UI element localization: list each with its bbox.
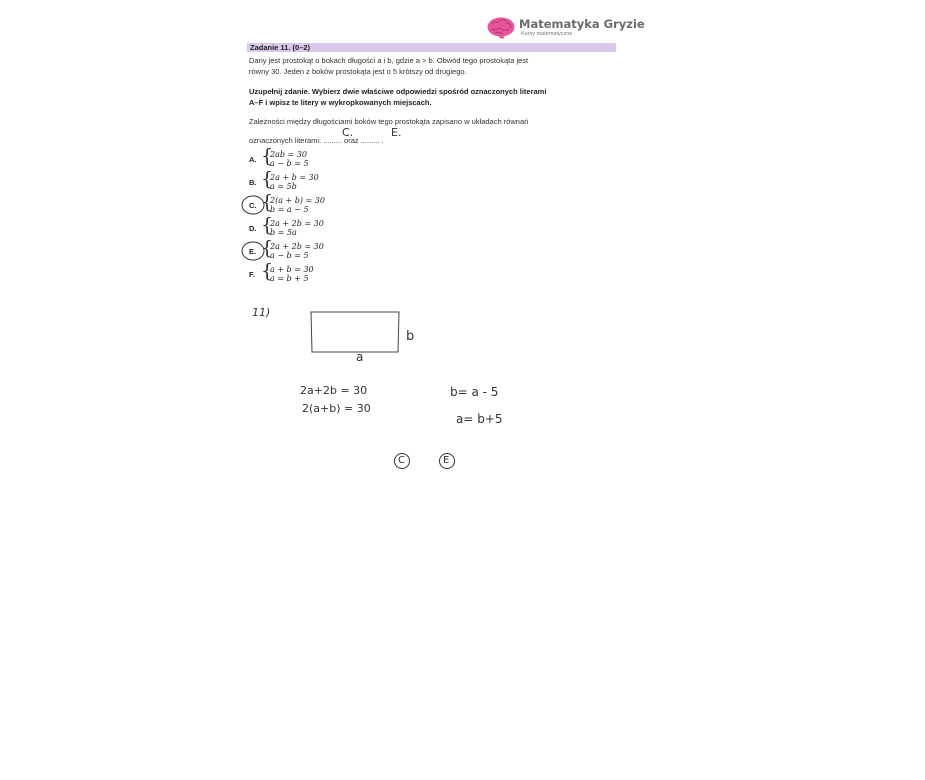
option-eq-1: 2a + 2b = 30 <box>270 242 324 251</box>
task-intro-line-1: Dany jest prostokąt o bokach długości a i b, gdzie a > b. Obwód tego prostokąta jest <box>249 56 529 65</box>
option-eq-2: b = a − 5 <box>270 205 309 214</box>
option-letter: F. <box>249 270 255 279</box>
option-letter: E. <box>249 247 257 256</box>
option-letter: A. <box>249 155 257 164</box>
hand-task-number: 11) <box>252 306 271 319</box>
filled-answer-1: C. <box>342 126 354 139</box>
hand-eq-right-1: b= a - 5 <box>450 385 499 399</box>
relation-line-1: Zależności między długościami boków tego prostokąta zapisano w układach równań <box>249 117 529 126</box>
option-eq-1: 2a + b = 30 <box>270 173 319 182</box>
option-eq-2: a = b + 5 <box>270 274 309 283</box>
option-letter: C. <box>249 201 257 210</box>
instruction-line-2: A–F i wpisz te litery w wykropkowanych miejscach. <box>249 98 432 107</box>
hand-side-a: a <box>356 350 364 364</box>
option-letter: D. <box>249 224 257 233</box>
brace: { <box>261 191 274 213</box>
option-eq-1: 2(a + b) = 30 <box>270 196 325 205</box>
hand-eq-left-2: 2(a+b) = 30 <box>302 402 371 415</box>
filled-answer-2: E. <box>391 126 402 139</box>
relation-line-2: oznaczonych literami: ......... oraz ......... . <box>249 136 384 145</box>
task-title: Zadanie 11. (0–2) <box>250 43 311 52</box>
task-intro-line-2: równy 30. Jeden z boków prostokąta jest o 5 krótszy od drugiego. <box>249 67 467 76</box>
hand-eq-left-1: 2a+2b = 30 <box>300 384 368 397</box>
option-eq-1: a + b = 30 <box>270 265 314 274</box>
brand-title: Matematyka Gryzie <box>519 17 645 31</box>
brace: { <box>261 168 274 190</box>
option-letter: B. <box>249 178 257 187</box>
brand-subtitle: Kursy matematyczne <box>521 31 573 37</box>
option-eq-2: b = 5a <box>270 228 297 237</box>
brace: { <box>261 237 274 259</box>
brace: { <box>261 145 274 167</box>
option-eq-2: a − b = 5 <box>270 251 309 260</box>
brain-logo-icon <box>486 16 516 39</box>
option-eq-2: a = 5b <box>270 182 297 191</box>
option-eq-2: a − b = 5 <box>270 159 309 168</box>
instruction-line-1: Uzupełnij zdanie. Wybierz dwie właściwe odpowiedzi spośród oznaczonych literami <box>249 87 547 96</box>
brace: { <box>261 214 274 236</box>
brace: { <box>261 260 274 282</box>
option-eq-1: 2ab = 30 <box>270 150 307 159</box>
rectangle-drawing <box>311 312 399 352</box>
hand-answer-1: C <box>398 455 405 466</box>
hand-answer-2: E <box>443 455 450 466</box>
hand-eq-right-2: a= b+5 <box>456 412 503 426</box>
option-eq-1: 2a + 2b = 30 <box>270 219 324 228</box>
hand-side-b: b <box>406 329 415 344</box>
